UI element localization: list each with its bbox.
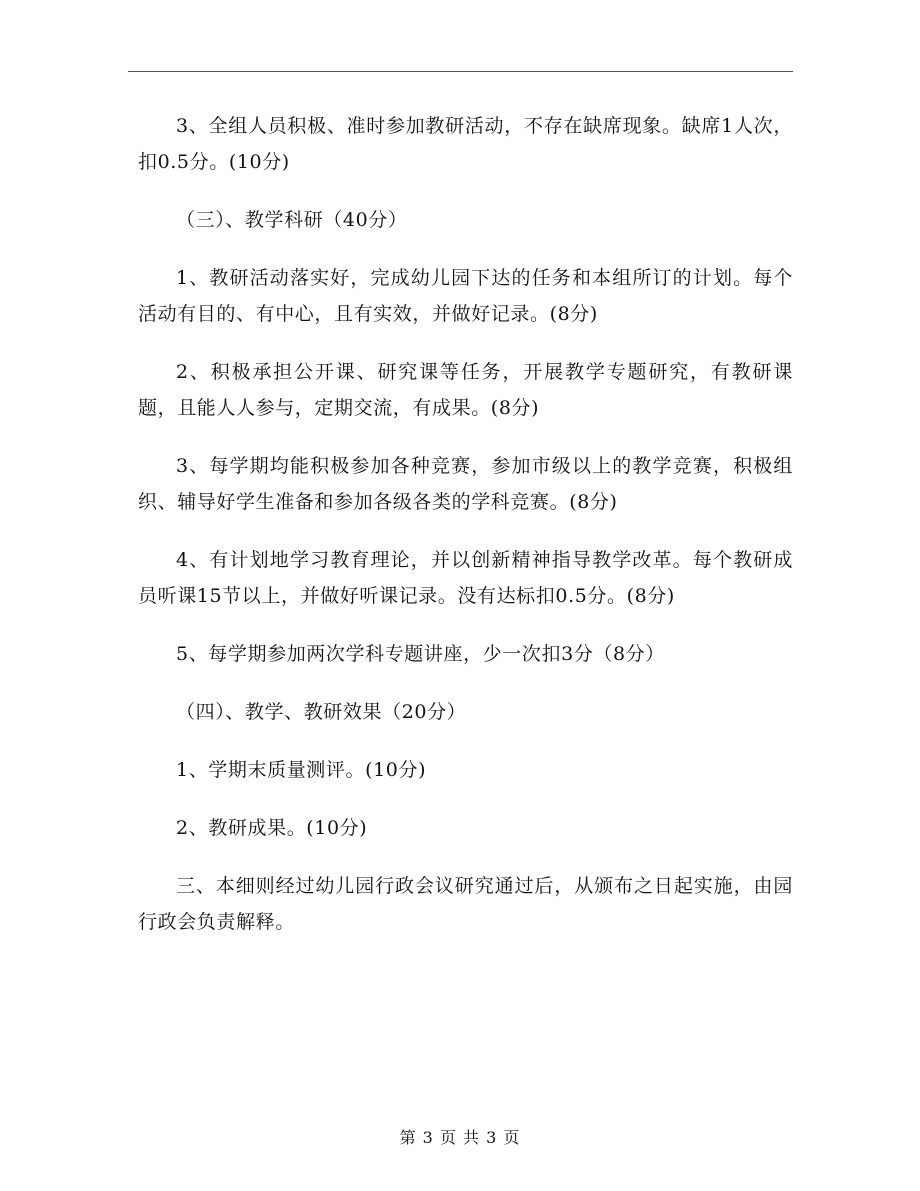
section-heading-teaching-research: （三）、教学科研（40分） — [176, 209, 408, 231]
header-rule — [128, 71, 793, 72]
paragraph-item-4-theory-study: 4、有计划地学习教育理论，并以创新精神指导教学改革。每个教研成员听课15节以上，并做好听课记录。没有达标扣0.5分。(8分) — [138, 549, 793, 607]
paragraph-item-1-quality-test: 1、学期末质量测评。(10分) — [176, 759, 427, 781]
paragraph-implementation-note: 三、本细则经过幼儿园行政会议研究通过后，从颁布之日起实施，由园行政会负责解释。 — [138, 875, 793, 933]
document-body — [138, 108, 793, 962]
paragraph-item-5-lectures: 5、每学期参加两次学科专题讲座，少一次扣3分（8分） — [176, 643, 665, 665]
paragraph-item-3-competitions: 3、每学期均能积极参加各种竞赛，参加市级以上的教学竞赛，积极组织、辅导好学生准备和参加各级各类的学科竞赛。(8分) — [138, 455, 793, 513]
page-number-footer: 第 3 页 共 3 页 — [399, 1128, 521, 1147]
paragraph-item-2-open-classes: 2、积极承担公开课、研究课等任务，开展教学专题研究，有教研课题，且能人人参与，定期交流，有成果。(8分) — [138, 361, 793, 419]
section-heading-results: （四）、教学、教研效果（20分） — [176, 701, 467, 723]
paragraph-item-1-activities: 1、教研活动落实好，完成幼儿园下达的任务和本组所订的计划。每个活动有目的、有中心，且有实效，并做好记录。(8分) — [138, 267, 793, 325]
paragraph-item-3-attendance: 3、全组人员积极、准时参加教研活动，不存在缺席现象。缺席1人次，扣0.5分。(10分) — [138, 115, 793, 173]
paragraph-item-2-research-results: 2、教研成果。(10分) — [176, 817, 368, 839]
